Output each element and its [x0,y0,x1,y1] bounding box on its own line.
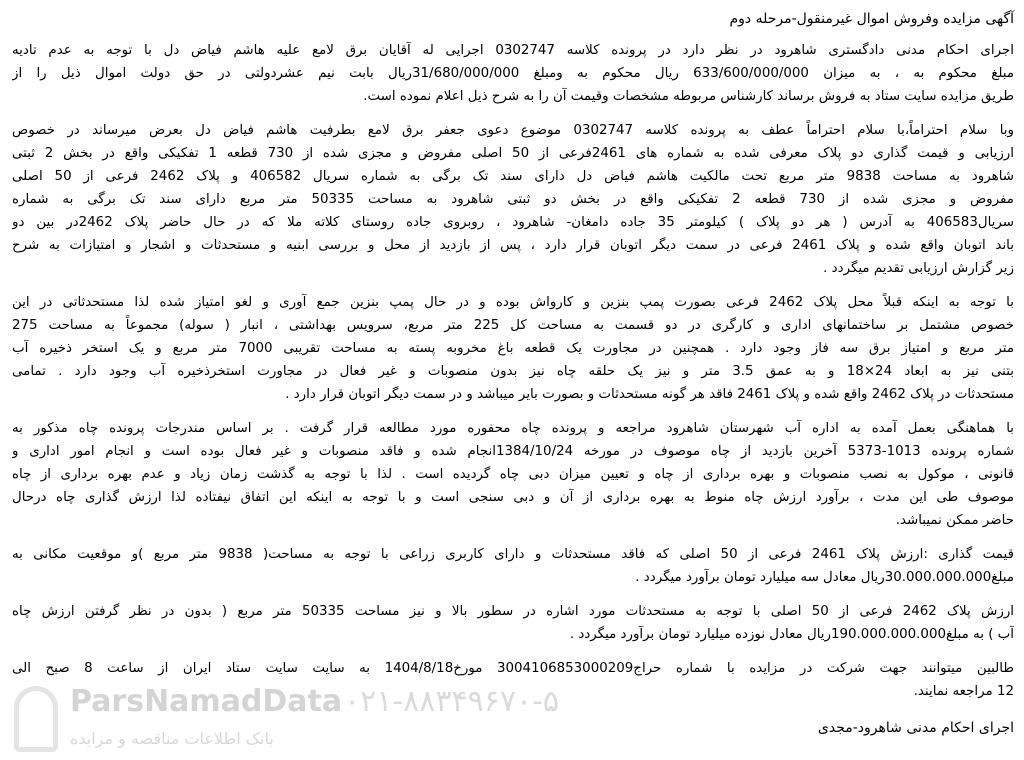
paragraph [12,119,1014,280]
text-line: حاضر ممکن نمیباشد. [895,513,1014,528]
text-line: شاهرود به مساحت 9838 متر مربع تحت مالکیت هاشم فیاض دل دارای سند تک برگی به شماره سریال 406582 و پلاک 2462 فرعی از 50 اصلی [12,169,1014,184]
watermark-subtitle: بانک اطلاعات مناقصه و مزایده [70,729,274,748]
text-line: 12 مراجعه نمایند. [913,684,1014,699]
text-line: خصوص مشتمل بر ساختمانهای اداری و کارگری در دو قسمت به مساحت کل 225 متر مربع، سرویس بهداشتی ، انبار ( سوله) مجموعاً به مساحت 275 [12,318,1014,333]
text-line: با توجه به اینکه قبلاً محل پلاک 2462 فرعی بصورت پمپ بنزین و کارواش بوده و در حال پمپ بنزین جمع آوری و لغو امتیاز شده لذا مستحدثاتی در این [12,295,1014,310]
text-line: مفروض و مجزی شده از 730 قطعه 2 تفکیکی واقع در بخش دو ثبتی شاهرود به مساحت 50335 متر مربع دارای سند تک برگی به شماره [12,192,1014,207]
text-line: وبا سلام احتراماً،با سلام احتراماً عطف به پرونده کلاسه 0302747 موضوع دعوی جعفر برق لامع بطرفیت هاشم فیاض دل بعرض میرساند در خصوص [12,123,1014,138]
text-line: زیر گزارش ارزیابی تقدیم میگردد . [823,261,1014,276]
text-line: متر مربع و امتیاز برق سه فاز وجود دارد . همچنین در مجاورت یک قطعه باغ مخروبه پسته به مساحت تقریبی 7000 متر مربع و یک استخر ذخیره آب [12,341,1014,356]
signature: اجرای احکام مدنی شاهرود-مجدی [817,720,1014,736]
paragraph [12,657,1014,703]
text-line: سریال406583 به آدرس ( هر دو پلاک ) کیلومتر 35 جاده دامغان- شاهرود ، روبروی جاده روستای کلاته ملا که در حال حاضر پلاک 2462در بین دو [12,215,1014,230]
notice-body [12,39,1014,703]
paragraph [12,417,1014,532]
text-line: طریق مزایده سایت ستاد به فروش برساند کارشناس مربوطه مشخصات وقیمت آن را به شرح ذیل اعلام نموده است. [363,89,1014,104]
text-line: شماره پرونده 1013-5373 آخرین بازدید از چاه موصوف در مورخه 1384/10/24انجام شده و فاقد منصوبات و غیر فعال بوده است و انجام امور اداری و [12,444,1014,459]
text-line: باند اتوبان واقع شده و پلاک 2461 فرعی در سمت دیگر اتوبان قرار دارد ، پس از بازدید از محل و بررسی ابنیه و مستحدثات و اشجار و امتیازات به شرح [12,238,1014,253]
paragraph [12,39,1014,108]
text-line: قانونی ، موکول به نصب منصوبات و بهره برداری از چاه و تعیین میزان دبی چاه گردیده است . لذا با توجه به گذشت زمان زیاد و عدم بهره برداری از چاه [12,467,1014,482]
text-line: مبلغ محکوم به ، به میزان 633/600/000/000 ریال محکوم به ومبلغ 31/680/000/000ریال بابت نیم عشردولتی در حق دولت اموال ذیل را از [12,66,1014,81]
text-line: قیمت گذاری :ارزش پلاک 2461 فرعی از 50 اصلی که فاقد مستحدثات و دارای کاربری زراعی با توجه به مساحت( 9838 متر مربع )و موقعیت مکانی به [12,547,1014,562]
watermark-name: ParsNamadData [70,684,343,719]
paragraph [12,291,1014,406]
text-line: اجرای احکام مدنی دادگستری شاهرود در نظر دارد در پرونده کلاسه 0302747 اجرایی له آقایان برق لامع علیه هاشم فیاض دل با توجه به عدم تادیه [12,43,1014,58]
auction-notice [12,8,1014,740]
text-line: ارزش پلاک 2462 فرعی از 50 اصلی با توجه به مستحدثات مورد اشاره در سطور بالا و نیز مساحت 50335 متر مربع ( بدون در نظر گرفتن ارزش چاه [12,604,1014,619]
paragraph [12,543,1014,589]
paragraph [12,600,1014,646]
text-line: طالبین میتوانند جهت شرکت در مزایده با شماره حراج3004106853000209 مورخ1404/8/18 به سایت سایت ستاد ایران از ساعت 8 صبح الی [12,661,1014,676]
notice-title: آگهی مزایده وفروش اموال غیرمنقول-مرحله دوم [729,11,1014,27]
text-line: ارزیابی و قیمت گذاری دو پلاک معرفی شده به شماره های 2461فرعی از 50 اصلی مفروض و مجزی شده از 730 قطعه 1 تفکیکی واقع در بخش 2 ثبتی [12,146,1014,161]
watermark-phone: ۰۲۱-۸۸۳۴۹۶۷۰-۵ [344,684,560,719]
text-line: موصوف طی این مدت ، برآورد ارزش چاه منوط به بهره برداری از آن و دبی سنجی است و با توجه به اینکه این اتفاق نیفتاده لذا ارزش گذاری چاه درحال [12,490,1014,505]
text-line: با هماهنگی بعمل آمده به اداره آب شهرستان شاهرود مراجعه و پرونده چاه محفوره مورد مطالعه قرار گرفت . بر اساس مندرجات پرونده چاه مذکور به [12,421,1014,436]
text-line: مبلغ30.000.000.000ریال معادل سه میلیارد تومان برآورد میگردد . [635,570,1014,585]
text-line: مستحدثات در پلاک 2462 واقع شده و پلاک 2461 فاقد هر گونه مستحدثات و بصورت بایر میباشد و در سمت دیگر اتوبان قرار دارد . [285,387,1014,402]
text-line: آب ) به مبلغ190.000.000.000ریال معادل نوزده میلیارد تومان برآورد میگردد . [569,627,1014,642]
text-line: بتنی نیز به ابعاد 24×18 و به عمق 3.5 متر و نیز یک حلقه چاه نیز بدون منصوبات و غیر فعال در مجاورت استخرذخیره آب وجود دارد . تمامی [12,364,1014,379]
